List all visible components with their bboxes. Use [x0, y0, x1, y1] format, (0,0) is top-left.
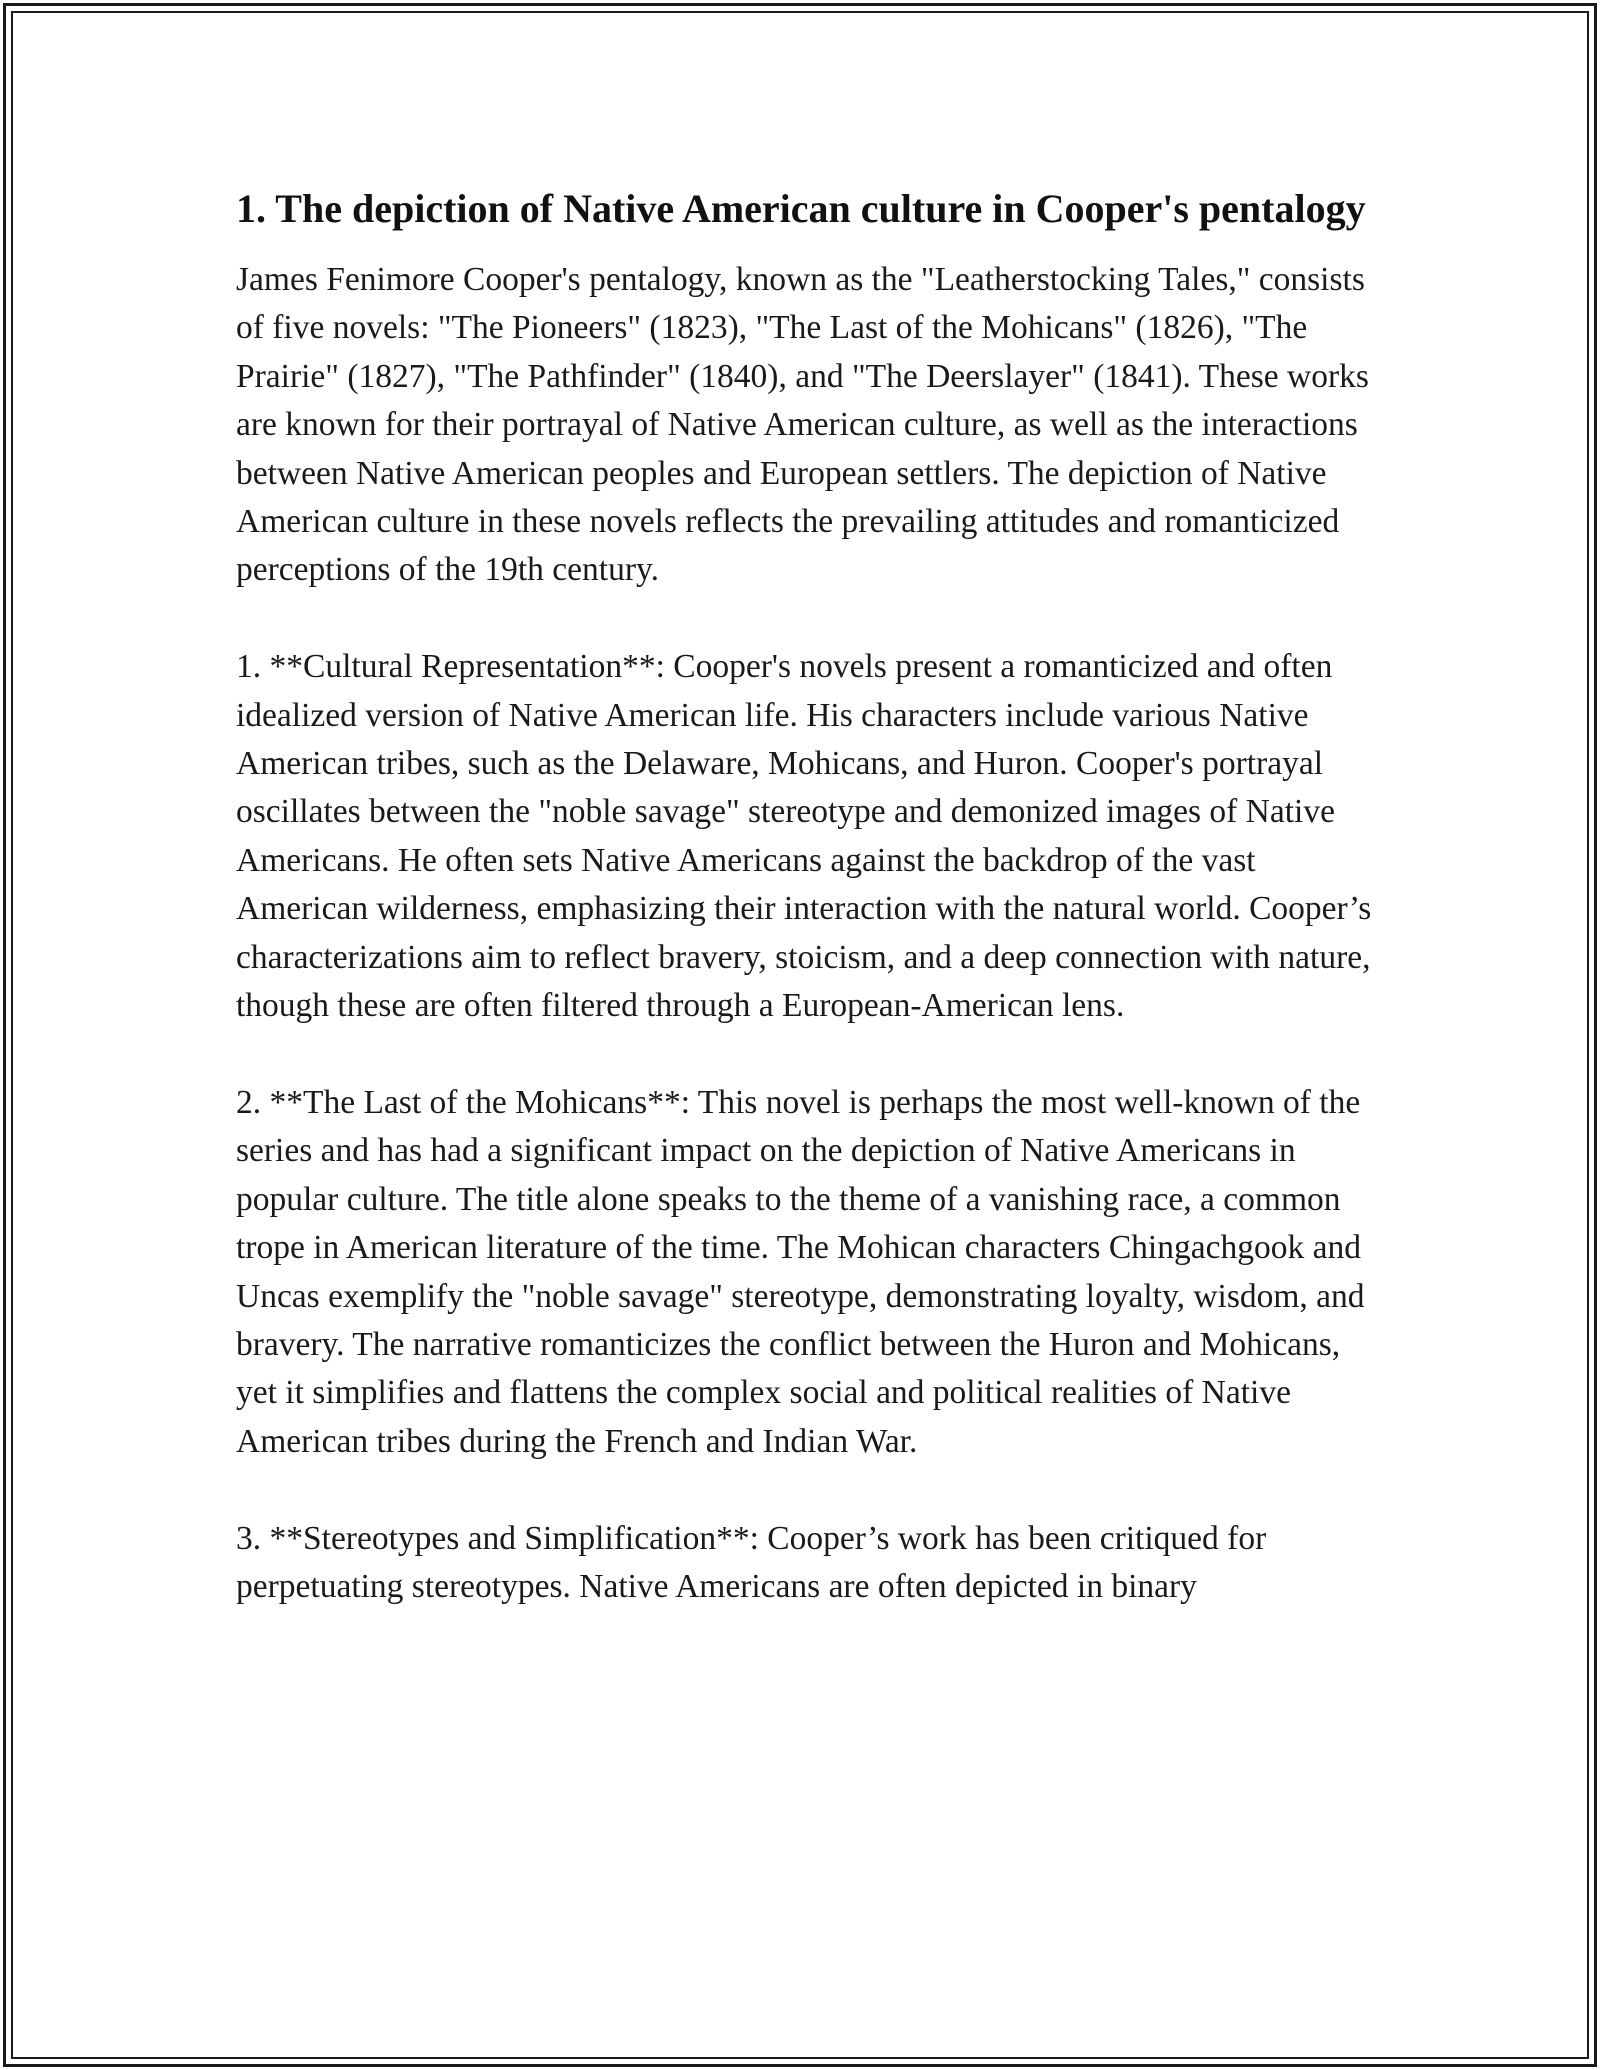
paragraph-cultural-representation: 1. **Cultural Representation**: Cooper's novels present a romanticized and often idealized version of Native American life. His characters include various Native American tribes, such as the Delaware, Mohicans, and Huron. Cooper's portrayal oscillates between the "noble savage" stereotype and demonized images of Native Americans. He often sets Native Americans against the backdrop of the vast American wilderness, emphasizing their interaction with the natural world. Cooper’s characterizations aim to reflect bravery, stoicism, and a deep connection with nature, though these are often filtered through a European-American lens.: [236, 648, 1372, 1025]
document-body: [236, 182, 1376, 1660]
section-heading: 1. The depiction of Native American culture in Cooper's pentalogy: [236, 186, 1366, 231]
paragraph-last-of-the-mohicans: 2. **The Last of the Mohicans**: This novel is perhaps the most well-known of the series and has had a significant impact on the depiction of Native Americans in popular culture. The title alone speaks to the theme of a vanishing race, a common trope in American literature of the time. The Mohican characters Chingachgook and Uncas exemplify the "noble savage" stereotype, demonstrating loyalty, wisdom, and bravery. The narrative romanticizes the conflict between the Huron and Mohicans, yet it simplifies and flattens the complex social and political realities of Native American tribes during the French and Indian War.: [236, 1083, 1365, 1460]
paragraph-stereotypes: 3. **Stereotypes and Simplification**: Cooper’s work has been critiqued for perpetuating stereotypes. Native Americans are often depicted in binary: [236, 1519, 1267, 1605]
paragraph-intro: James Fenimore Cooper's pentalogy, known as the "Leatherstocking Tales," consists of five novels: "The Pioneers" (1823), "The Last of the Mohicans" (1826), "The Prairie" (1827), "The Pathfinder" (1840), and "The Deerslayer" (1841). These works are known for their portrayal of Native American culture, as well as the interactions between Native American peoples and European settlers. The depiction of Native American culture in these novels reflects the prevailing attitudes and romanticized perceptions of the 19th century.: [236, 261, 1369, 589]
